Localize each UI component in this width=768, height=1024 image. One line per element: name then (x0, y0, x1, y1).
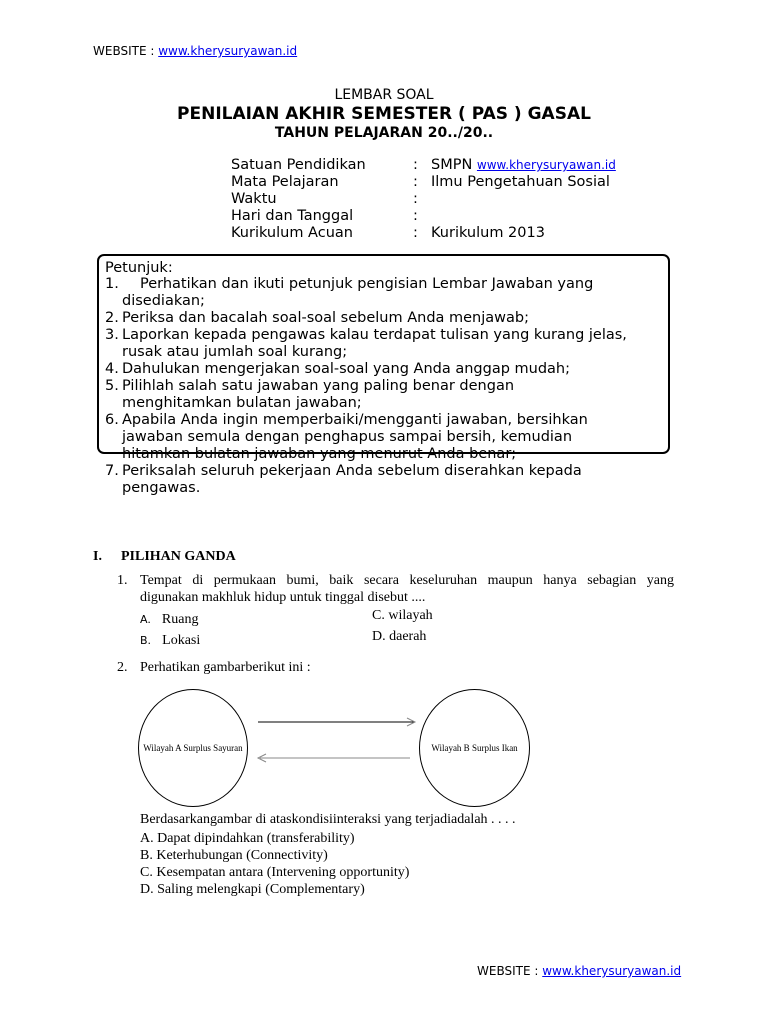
diagram-arrows (250, 710, 420, 770)
question-text: digunakan makhluk hidup untuk tinggal disebut .... (140, 590, 426, 605)
question-number: 1. (117, 573, 128, 588)
info-colon: : (413, 191, 418, 207)
option-letter: B. (140, 634, 152, 647)
answer-a[interactable]: A. Dapat dipindahkan (transferability) (140, 831, 355, 846)
question-text: Tempat di permukaan bumi, baik secara keseluruhan maupun hanya sebagian yang (140, 573, 674, 588)
header-website-link[interactable]: www.kherysuryawan.id (158, 44, 298, 58)
circle-wilayah-a-label: Wilayah A Surplus Sayuran (143, 743, 243, 753)
petunjuk-line: Apabila Anda ingin memperbaiki/mengganti jawaban, bersihkan (122, 412, 588, 428)
title-tahun: TAHUN PELAJARAN 20../20.. (274, 125, 494, 141)
petunjuk-line: Periksa dan bacalah soal-soal sebelum Anda menjawab; (122, 310, 529, 326)
info-label-mapel: Mata Pelajaran (231, 174, 339, 190)
title-pas: PENILAIAN AKHIR SEMESTER ( PAS ) GASAL (177, 104, 591, 124)
petunjuk-line: disediakan; (122, 293, 205, 309)
petunjuk-line: menghitamkan bulatan jawaban; (122, 395, 362, 411)
option-letter: C. (372, 608, 385, 623)
option-text: daerah (389, 629, 427, 644)
option-c[interactable] (372, 608, 433, 624)
answer-d[interactable]: D. Saling melengkapi (Complementary) (140, 882, 365, 897)
section-title: PILIHAN GANDA (121, 549, 236, 564)
answer-b[interactable]: B. Keterhubungan (Connectivity) (140, 848, 328, 863)
petunjuk-line: Dahulukan mengerjakan soal-soal yang Anda anggap mudah; (122, 361, 570, 377)
info-label-hari: Hari dan Tanggal (231, 208, 354, 224)
petunjuk-num: 2. (105, 310, 119, 326)
answer-c[interactable]: C. Kesempatan antara (Intervening opportunity) (140, 865, 410, 880)
petunjuk-line: jawaban semula dengan penghapus sampai bersih, kemudian (122, 429, 573, 445)
footer-website-link[interactable]: www.kherysuryawan.id (542, 964, 682, 978)
footer-label: WEBSITE : (477, 964, 543, 978)
petunjuk-num: 3. (105, 327, 119, 343)
option-text: Lokasi (162, 633, 201, 648)
page-footer (477, 964, 681, 978)
title-lembar-soal: LEMBAR SOAL (334, 87, 434, 103)
petunjuk-line: Pilihlah salah satu jawaban yang paling benar dengan (122, 378, 515, 394)
petunjuk-line: Laporkan kepada pengawas kalau terdapat tulisan yang kurang jelas, (122, 327, 627, 343)
header-label: WEBSITE : (93, 44, 159, 58)
info-label-kurikulum: Kurikulum Acuan (231, 225, 353, 241)
option-a[interactable] (140, 608, 198, 628)
page-header (93, 44, 297, 58)
info-value-satuan: SMPN www.kherysuryawan.id (431, 157, 616, 173)
question-text: Perhatikan gambarberikut ini : (140, 660, 311, 675)
petunjuk-heading: Petunjuk: (105, 260, 173, 276)
info-colon: : (413, 174, 418, 190)
info-value-mapel: Ilmu Pengetahuan Sosial (431, 174, 610, 190)
info-label-waktu: Waktu (231, 191, 277, 207)
petunjuk-line: rusak atau jumlah soal kurang; (122, 344, 348, 360)
petunjuk-num: 1. (105, 276, 119, 292)
petunjuk-num: 4. (105, 361, 119, 377)
option-d[interactable] (372, 629, 426, 645)
arrow-left (258, 754, 410, 762)
question-prompt: Berdasarkangambar di ataskondisiinteraksi yang terjadiadalah . . . . (140, 812, 516, 827)
petunjuk-line: Periksalah seluruh pekerjaan Anda sebelum diserahkan kepada (122, 463, 582, 479)
arrow-right (258, 718, 415, 726)
option-text: wilayah (388, 608, 433, 623)
petunjuk-line: pengawas. (122, 480, 201, 496)
info-label-satuan: Satuan Pendidikan (231, 157, 366, 173)
petunjuk-num: 5. (105, 378, 119, 394)
petunjuk-num: 7. (105, 463, 119, 479)
option-b[interactable] (140, 629, 200, 649)
info-colon: : (413, 157, 418, 173)
option-letter: D. (372, 629, 386, 644)
section-roman: I. (93, 549, 102, 564)
option-text: Ruang (161, 612, 199, 627)
info-colon: : (413, 225, 418, 241)
info-value-kurikulum: Kurikulum 2013 (431, 225, 545, 241)
info-website-link[interactable]: www.kherysuryawan.id (476, 158, 616, 172)
question-number: 2. (117, 660, 128, 675)
circle-wilayah-b-label: Wilayah B Surplus Ikan (431, 743, 518, 753)
option-letter: A. (140, 613, 151, 626)
info-colon: : (413, 208, 418, 224)
petunjuk-line: hitamkan bulatan jawaban yang menurut Anda benar; (122, 446, 517, 462)
petunjuk-line: Perhatikan dan ikuti petunjuk pengisian Lembar Jawaban yang (140, 276, 594, 292)
petunjuk-num: 6. (105, 412, 119, 428)
